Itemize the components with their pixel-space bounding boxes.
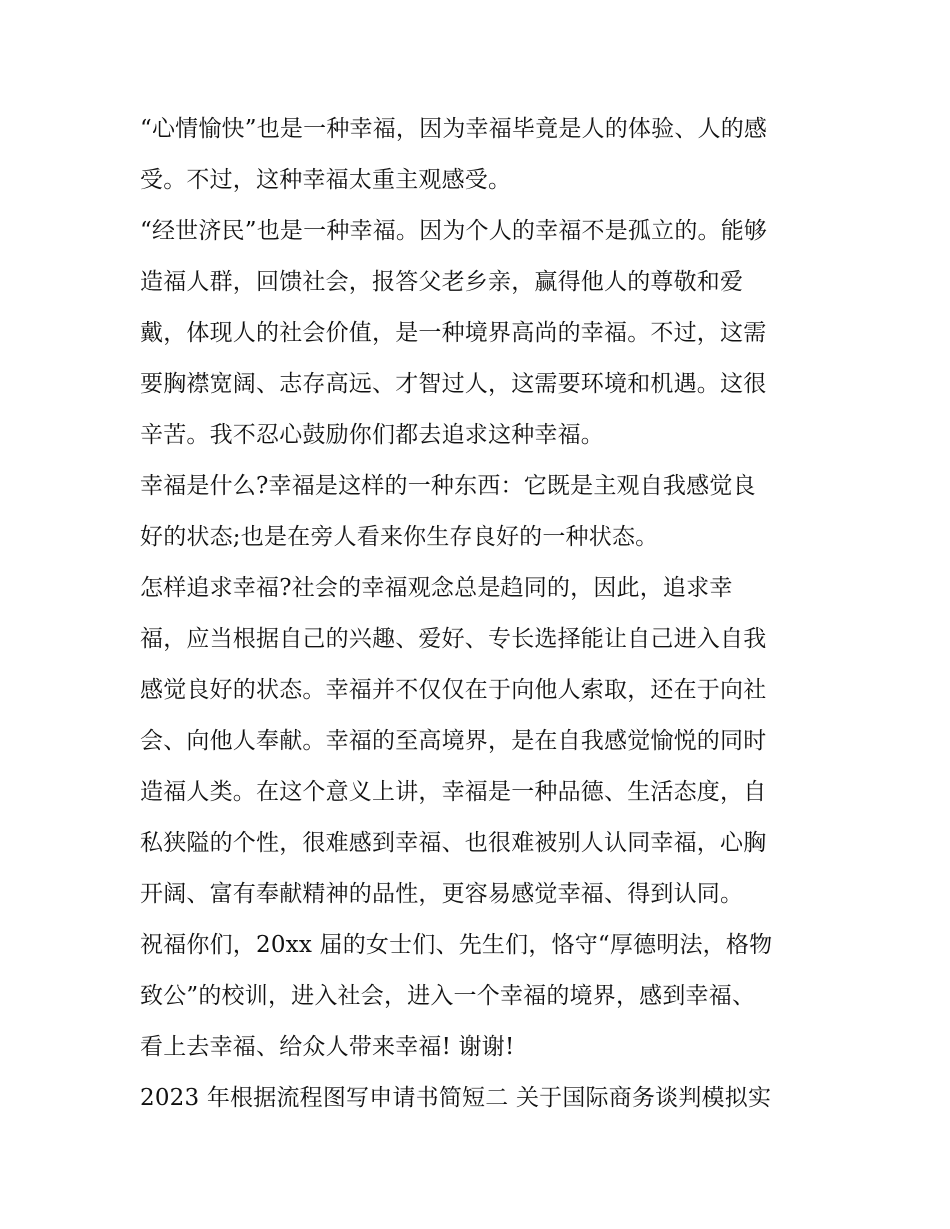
text-line: 要胸襟宽阔、志存高远、才智过人，这需要环境和机遇。这很 (140, 371, 767, 397)
text-line: 感觉良好的状态。幸福并不仅仅在于向他人索取，还在于向社 (140, 677, 767, 703)
text-line: 福，应当根据自己的兴趣、爱好、专长选择能让自己进入自我 (140, 626, 767, 652)
text-line: 私狭隘的个性，很难感到幸福、也很难被别人认同幸福，心胸 (140, 830, 767, 856)
document-body (140, 104, 820, 1124)
text-line: “心情愉快”也是一种幸福，因为幸福毕竟是人的体验、人的感 (140, 116, 768, 142)
text-line: 好的状态;也是在旁人看来你生存良好的一种状态。 (140, 524, 659, 550)
text-line: 会、向他人奉献。幸福的至高境界，是在自我感觉愉悦的同时 (140, 728, 767, 754)
text-line: 开阔、富有奉献精神的品性，更容易感觉幸福、得到认同。 (140, 881, 744, 907)
text-line: “经世济民”也是一种幸福。因为个人的幸福不是孤立的。能够 (140, 218, 768, 244)
text-line: 戴，体现人的社会价值，是一种境界高尚的幸福。不过，这需 (140, 320, 767, 346)
text-line: 看上去幸福、给众人带来幸福! 谢谢! (140, 1034, 515, 1060)
text-line: 造福人类。在这个意义上讲，幸福是一种品德、生活态度，自 (140, 779, 767, 805)
text-line: 受。不过，这种幸福太重主观感受。 (140, 167, 512, 193)
text-line: 幸福是什么?幸福是这样的一种东西：它既是主观自我感觉良 (140, 473, 756, 499)
text-line: 致公”的校训，进入社会，进入一个幸福的境界，感到幸福、 (140, 983, 756, 1009)
text-line: 2023 年根据流程图写申请书简短二 关于国际商务谈判模拟实 (140, 1085, 772, 1111)
text-line: 辛苦。我不忍心鼓励你们都去追求这种幸福。 (140, 422, 604, 448)
text-line: 造福人群，回馈社会，报答父老乡亲，赢得他人的尊敬和爱 (140, 269, 744, 295)
text-line: 怎样追求幸福?社会的幸福观念总是趋同的，因此，追求幸 (140, 575, 733, 601)
text-line: 祝福你们，20xx 届的女士们、先生们，恪守“厚德明法，格物 (140, 932, 773, 958)
